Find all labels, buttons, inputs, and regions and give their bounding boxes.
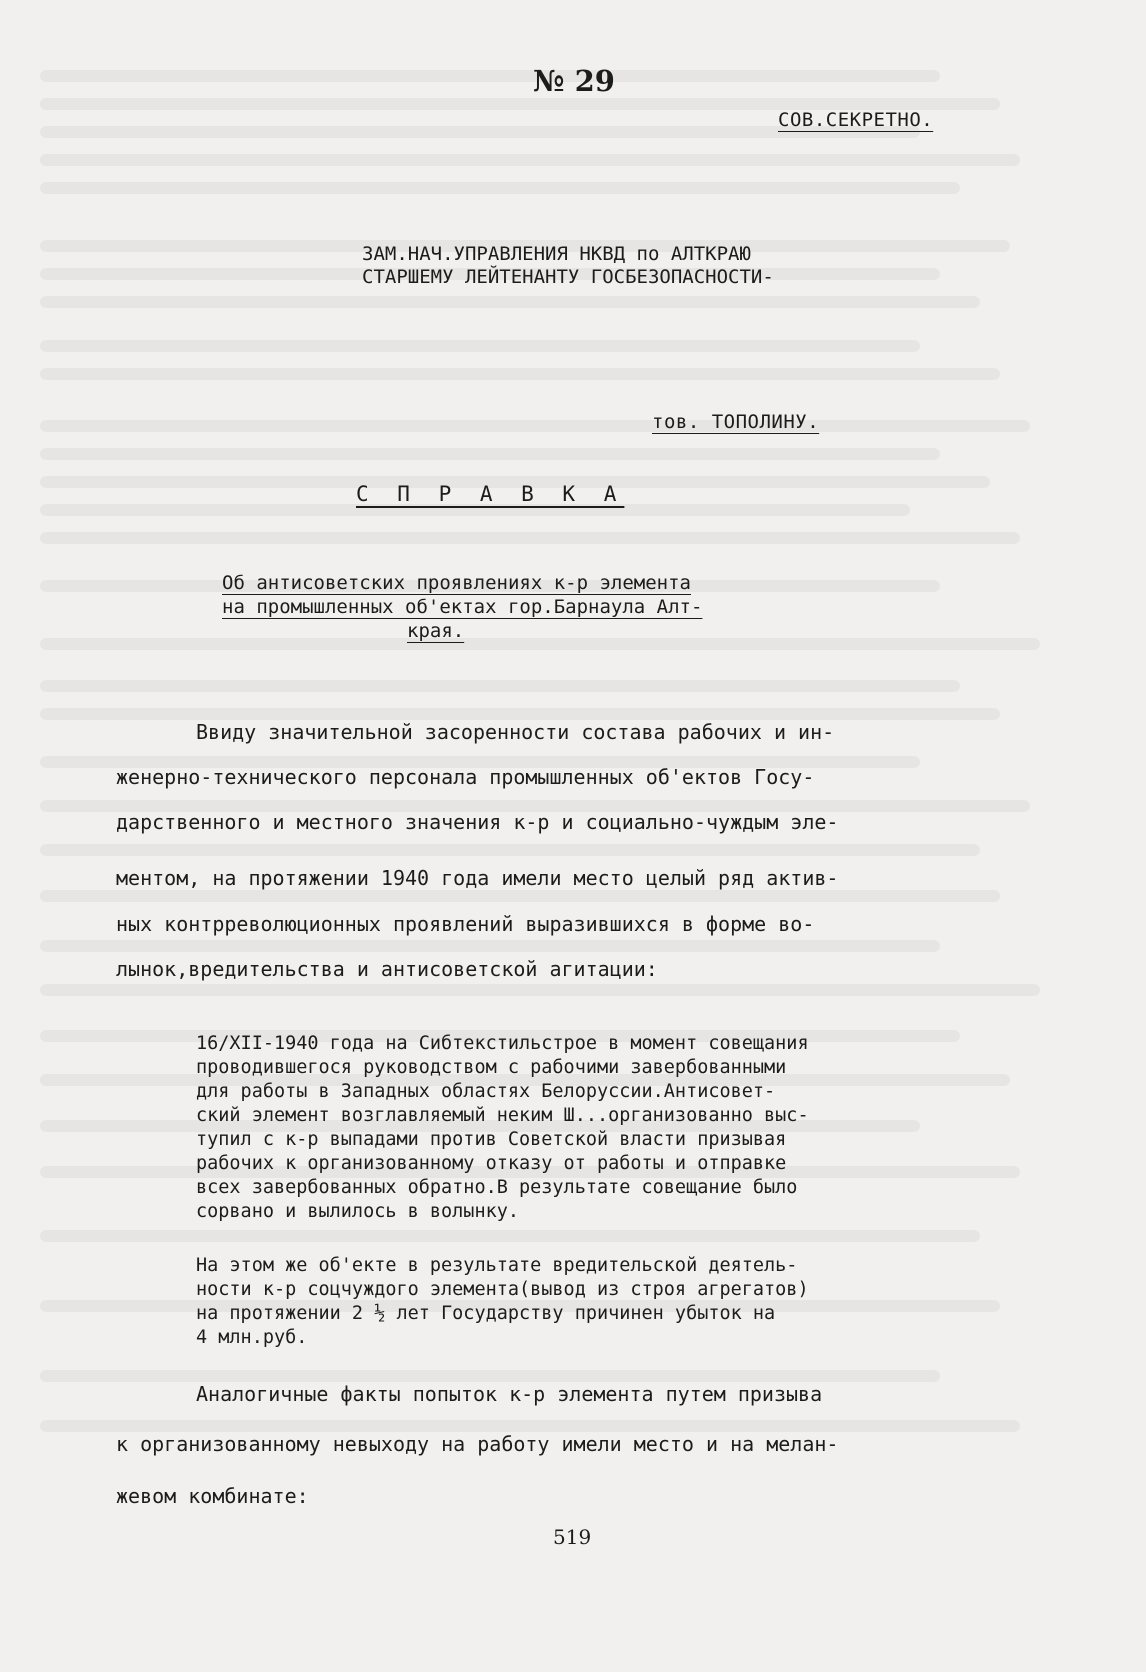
page-number: 519	[553, 1525, 592, 1549]
intro-line-2: женерно-технического персонала промышленных об'ектов Госу-	[116, 765, 815, 789]
item2-line: На этом же об'екте в результате вредительской деятель-	[196, 1255, 798, 1276]
item1-line: для работы в Западных областях Белоруссии.Антисовет-	[196, 1081, 776, 1102]
intro-line-1: Ввиду значительной засоренности состава рабочих и ин-	[196, 720, 835, 744]
item1-line: сорвано и вылилось в волынку.	[196, 1201, 520, 1222]
subject-line-2: на промышленных об'ектах гор.Барнаула Алт-	[222, 596, 703, 618]
item2-line: ности к-р соцчуждого элемента(вывод из строя агрегатов)	[196, 1279, 809, 1300]
addressee-line-1: ЗАМ.НАЧ.УПРАВЛЕНИЯ НКВД по АЛТКРАЮ	[362, 243, 751, 265]
closing-line-2: к организованному невыходу на работу имели место и на мелан-	[116, 1432, 839, 1456]
subject-line-3: края.	[407, 620, 465, 642]
item1-line: 16/XII-1940 года на Сибтекстильстрое в момент совещания	[196, 1033, 809, 1054]
intro-line-3: дарственного и местного значения к-р и социально-чуждым эле-	[116, 810, 839, 834]
closing-line-1: Аналогичные факты попыток к-р элемента путем призыва	[196, 1382, 823, 1406]
addressee-line-2: СТАРШЕМУ ЛЕЙТЕНАНТУ ГОСБЕЗОПАСНОСТИ-	[362, 266, 774, 288]
item1-line: всех завербованных обратно.В результате совещание было	[196, 1177, 798, 1198]
item2-line: на протяжении 2 ½ лет Государству причинен убыток на	[196, 1303, 776, 1324]
item1-line: тупил с к-р выпадами против Советской власти призывая	[196, 1129, 787, 1150]
intro-line-5: ных контрреволюционных проявлений выразившихся в форме во-	[116, 912, 815, 936]
intro-line-4: ментом, на протяжении 1940 года имели место целый ряд актив-	[116, 866, 839, 890]
item-paragraph-1	[196, 1032, 809, 1224]
item-paragraph-2	[196, 1254, 809, 1350]
item1-line: ский элемент возглавляемый неким Ш...организованно выс-	[196, 1105, 809, 1126]
document-heading: С П Р А В К А	[356, 482, 625, 506]
item1-line: проводившегося руководством с рабочими завербованными	[196, 1057, 787, 1078]
classification-stamp: СОВ.СЕКРЕТНО.	[778, 109, 934, 131]
item2-line: 4 млн.руб.	[196, 1327, 308, 1348]
addressee-name: тов. ТОПОЛИНУ.	[652, 411, 820, 433]
item1-line: рабочих к организованному отказу от работы и отправке	[196, 1153, 787, 1174]
closing-line-3: жевом комбинате:	[116, 1484, 309, 1508]
document-number: № 29	[533, 64, 615, 98]
subject-line-1: Об антисоветских проявлениях к-р элемента	[222, 572, 691, 594]
intro-line-6: лынок,вредительства и антисоветской агитации:	[116, 957, 658, 981]
